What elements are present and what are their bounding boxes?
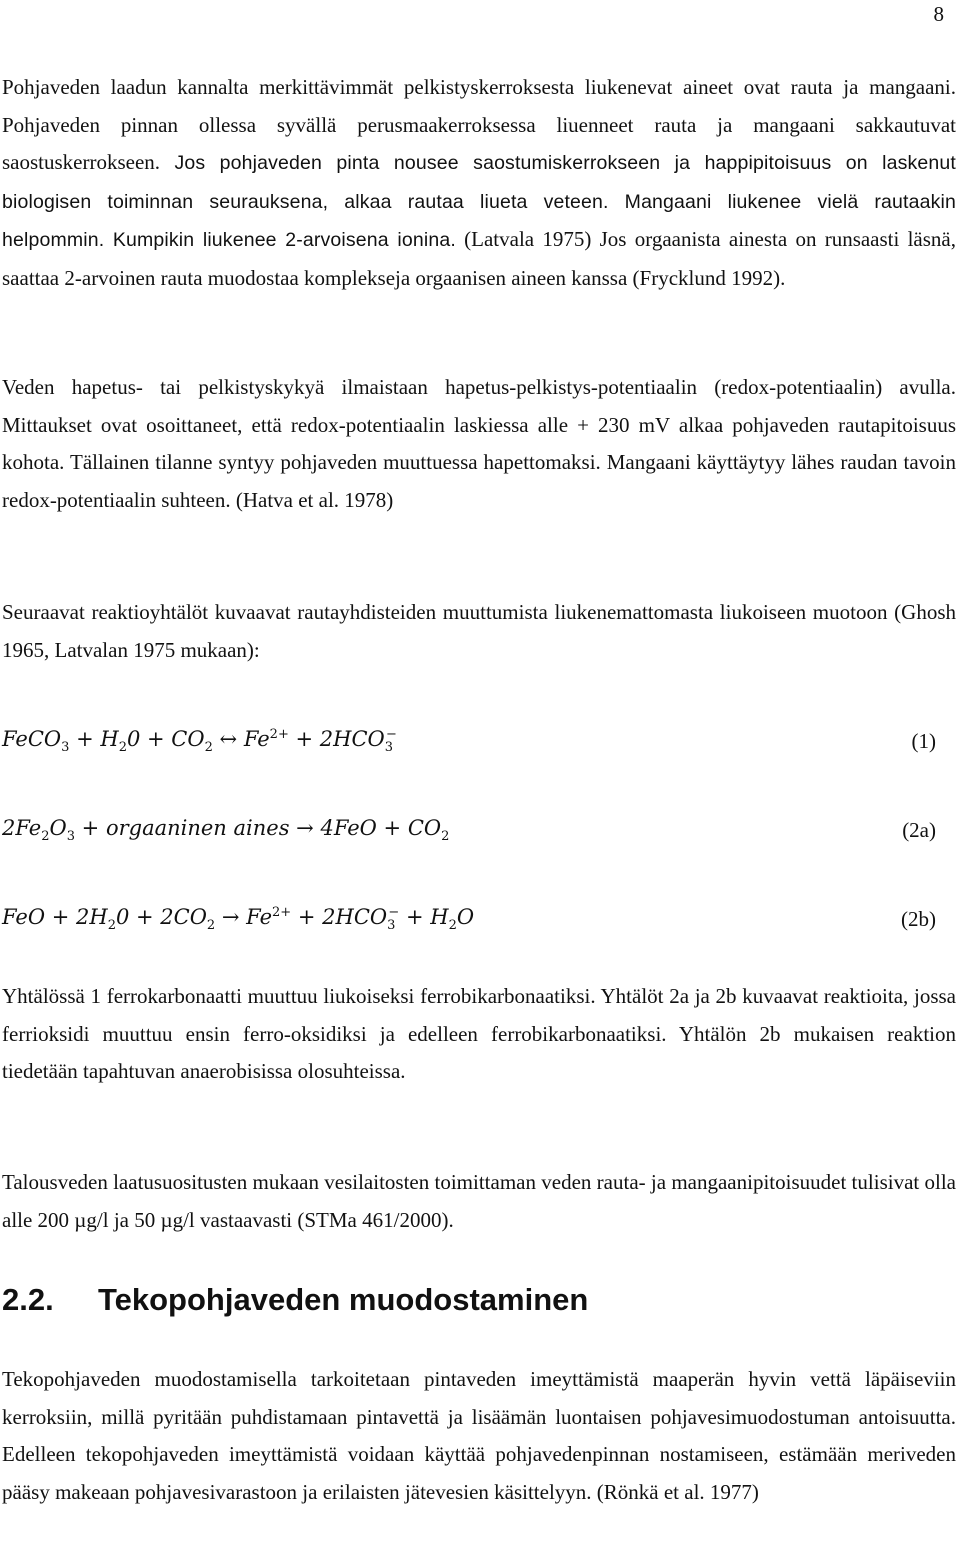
equation-1 xyxy=(2,727,956,767)
equation-1-formula: FeCO$_3$ + $H_20 + CO_2$ ↔ $Fe^{2+} + 2HCO_3^-$ xyxy=(2,727,397,756)
page-number: 8 xyxy=(933,2,944,26)
equation-2b-number: (2b) xyxy=(901,907,936,931)
paragraph-quality-recommendations: Talousveden laatusuositusten mukaan vesilaitosten toimittaman veden rauta- ja mangaanipitoisuudet tulisivat olla alle 200 µg/l ja 50 µg/l vastaavasti (STMa 461/2000). xyxy=(2,1170,956,1232)
paragraph-reaction-intro: Seuraavat reaktioyhtälöt kuvaavat rautayhdisteiden muuttumista liukenemattomasta liukoiseen muotoon (Ghosh 1965, Latvalan 1975 mukaan): xyxy=(2,600,956,662)
equation-2a-formula: $2Fe_2O_3$ + orgaaninen aines → $4FeO + CO_2$ xyxy=(2,816,450,845)
section-heading xyxy=(2,1282,588,1318)
paragraph-redox: Veden hapetus- tai pelkistyskykyä ilmaistaan hapetus-pelkistys-potentiaalin (redox-potentiaalin) avulla. Mittaukset ovat osoittaneet, että redox-potentiaalin laskiessa alle + 230 mV alkaa pohjaveden rautapitoisuus kohota. Tällainen tilanne syntyy pohjaveden muuttuessa hapettomaksi. Mangaani käyttäytyy lähes raudan tavoin redox-potentiaalin suhteen. (Hatva et al. 1978) xyxy=(2,375,956,512)
equation-2a xyxy=(2,816,956,856)
p1-part3: (Latvala 1975) Jos orgaanista ainesta on runsaasti läsnä, saattaa 2-arvoinen rauta muodostaa komplekseja orgaanisen aineen kanssa (Frycklund 1992). xyxy=(2,227,957,290)
p1-part1: Pohjaveden laadun kannalta merkittävimmät pelkistyskerroksesta liukenevat aineet ovat rauta ja mangaani. Pohjaveden pinnan ollessa syvällä perusmaakerroksessa liuenneet rauta ja mangaani sakkautuvat saostuskerrokseen. xyxy=(2,75,956,174)
equation-2b-formula: FeO + $2H_20 + 2CO_2 \to Fe^{2+} + 2HCO_3^- + H_2O$ xyxy=(2,905,475,934)
equation-1-number: (1) xyxy=(911,729,936,753)
section-number: 2.2. xyxy=(2,1282,54,1317)
paragraph-artificial-groundwater: Tekopohjaveden muodostamisella tarkoitetaan pintaveden imeyttämistä maaperän hyvin vettä läpäiseviin kerroksiin, millä pyritään puhdistamaan pintavettä ja lisäämän luontaisen pohjavesimuodostuman antoisuutta. Edelleen tekopohjaveden imeyttämistä voidaan käyttää pohjavedenpinnan nostamiseen, estämään meriveden pääsy makeaan pohjavesivarastoon ja erilaisten jätevesien käsittelyyn. (Rönkä et al. 1977) xyxy=(2,1367,956,1504)
paragraph-equation-explanation: Yhtälössä 1 ferrokarbonaatti muuttuu liukoiseksi ferrobikarbonaatiksi. Yhtälöt 2a ja 2b kuvaavat reaktioita, jossa ferrioksidi muuttuu ensin ferro-oksidiksi ja edelleen ferrobikarbonaatiksi. Yhtälön 2b mukaisen reaktion tiedetään tapahtuvan anaerobisissa olosuhteissa. xyxy=(2,984,956,1083)
p1-part2: Jos pohjaveden pinta nousee saostumiskerrokseen ja happipitoisuus on laskenut biologisen toiminnan seurauksena, alkaa rautaa liueta veteen. Mangaani liukenee vielä rautaakin helpommin. Kumpikin liukenee 2-arvoisena ionina. xyxy=(2,152,956,251)
equation-2a-word: orgaaninen aines xyxy=(105,816,290,840)
equation-2b xyxy=(2,905,956,945)
paragraph-iron-manganese xyxy=(2,69,956,297)
equation-2a-number: (2a) xyxy=(902,818,936,842)
section-title: Tekopohjaveden muodostaminen xyxy=(98,1282,589,1317)
